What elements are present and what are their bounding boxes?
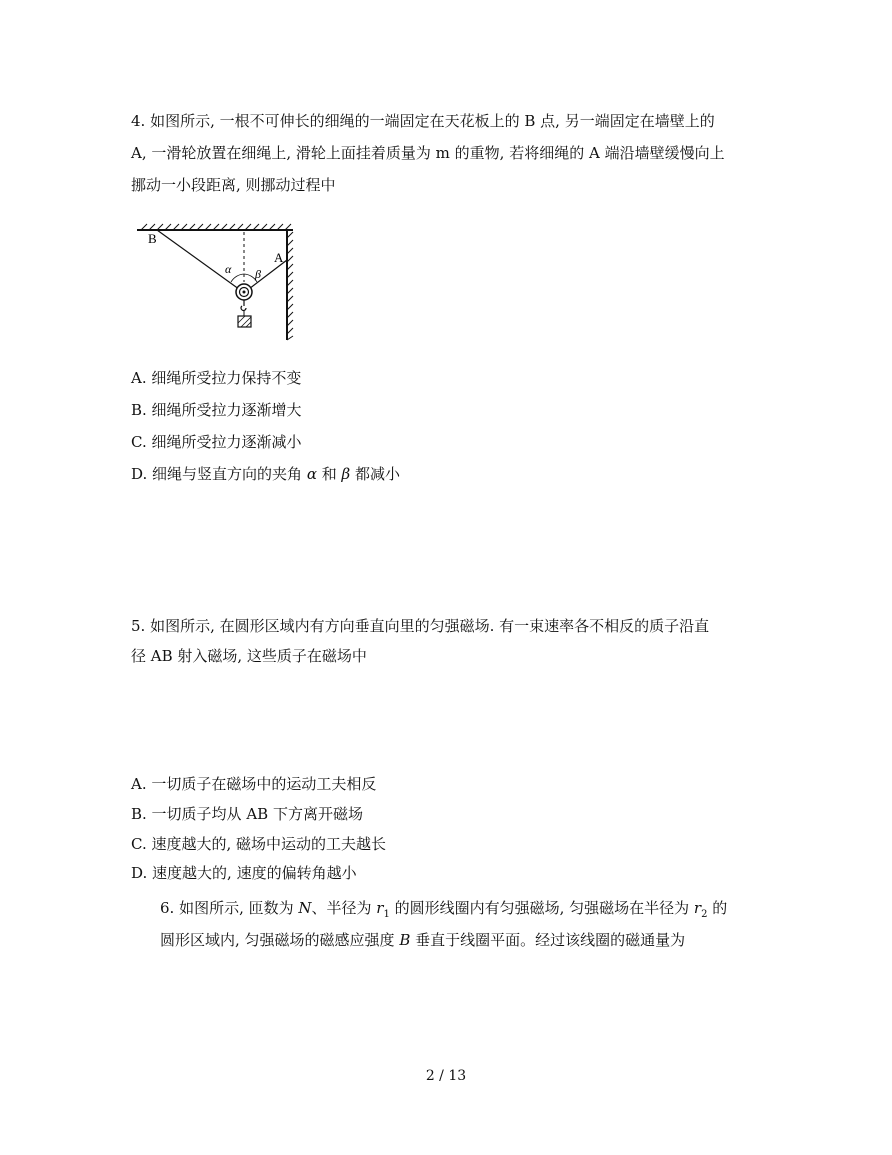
q5-option-a: A. 一切质子在磁场中的运动工夫相反 <box>131 775 377 793</box>
q4-stem-line-2: A, 一滑轮放置在细绳上, 滑轮上面挂着质量为 m 的重物, 若将细绳的 A 端沿墙壁缓慢向上 <box>131 144 725 162</box>
q4-stem-line-3: 挪动一小段距离, 则挪动过程中 <box>131 176 336 194</box>
q4-option-d-beta: β <box>341 465 351 483</box>
q4-option-d-text-1: D. 细绳与竖直方向的夹角 <box>131 465 307 483</box>
q4-option-d-alpha: α <box>306 465 317 483</box>
rope-b-segment <box>157 230 243 292</box>
q4-option-c: C. 细绳所受拉力逐渐减小 <box>131 433 302 451</box>
q6-symbol-r1: r <box>376 899 384 917</box>
q6-text-6: 垂直于线圈平面。经过该线圈的磁通量为 <box>410 931 686 949</box>
q6-text-5: 圆形区域内, 匀强磁场的磁感应强度 <box>160 931 400 949</box>
q4-option-a: A. 细绳所受拉力保持不变 <box>131 369 302 387</box>
q6-text-1: 6. 如图所示, 匝数为 <box>160 899 299 917</box>
q6-stem-line-1 <box>160 898 727 925</box>
hook-icon <box>241 300 246 311</box>
q4-stem-line-1: 4. 如图所示, 一根不可伸长的细绳的一端固定在天花板上的 B 点, 另一端固定在墙壁上的 <box>131 112 715 130</box>
q5-option-d: D. 速度越大的, 速度的偏转角越小 <box>131 864 357 882</box>
q6-symbol-n: N <box>298 899 312 917</box>
q6-stem-line-2 <box>160 930 685 950</box>
q4-option-d-text-2: 和 <box>316 465 342 483</box>
q5-option-c: C. 速度越大的, 磁场中运动的工夫越长 <box>131 835 387 853</box>
page-number: 2 / 13 <box>425 1068 467 1084</box>
label-alpha: α <box>225 262 232 276</box>
q6-subscript-1: 1 <box>383 909 390 920</box>
q6-symbol-b: B <box>399 931 411 949</box>
q6-text-2: 、半径为 <box>311 899 377 917</box>
q6-subscript-2: 2 <box>701 909 708 920</box>
alpha-arc <box>231 274 244 282</box>
q5-stem-line-1: 5. 如图所示, 在圆形区域内有方向垂直向里的匀强磁场. 有一束速率各不相反的质子沿直 <box>131 617 710 635</box>
q6-text-4: 的 <box>707 899 728 917</box>
q6-text-3: 的圆形线圈内有匀强磁场, 匀强磁场在半径为 <box>389 899 694 917</box>
q6-symbol-r2: r <box>693 899 702 917</box>
q4-option-b: B. 细绳所受拉力逐渐增大 <box>131 401 302 419</box>
q4-option-d <box>131 464 400 484</box>
q4-option-d-text-3: 都减小 <box>350 465 400 483</box>
label-b: B <box>148 231 157 246</box>
label-a: A <box>274 250 284 265</box>
q5-option-b: B. 一切质子均从 AB 下方离开磁场 <box>131 805 363 823</box>
q5-stem-line-2: 径 AB 射入磁场, 这些质子在磁场中 <box>131 647 367 665</box>
label-beta: β <box>255 267 261 281</box>
pulley-figure <box>135 220 305 345</box>
